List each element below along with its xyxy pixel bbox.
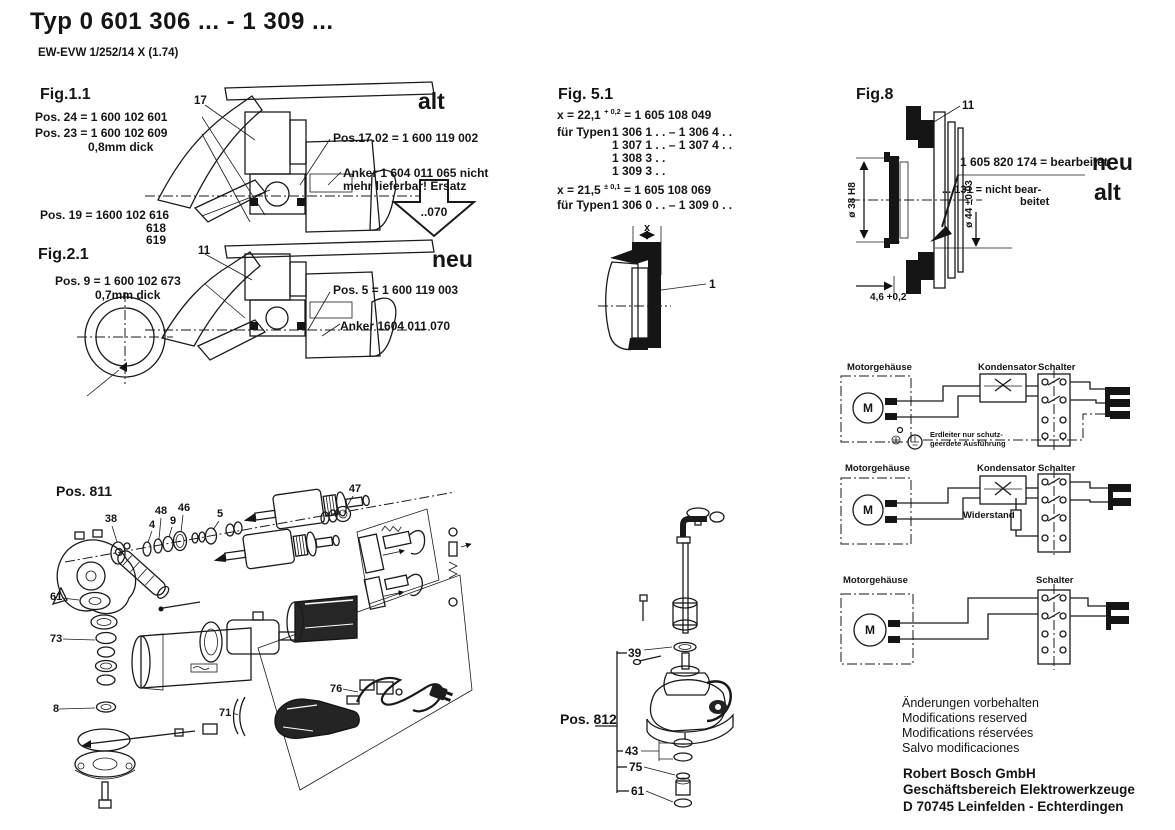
schematic3-motor-letter: M: [865, 623, 875, 637]
fig21-anker: Anker 1604 011 070: [340, 319, 451, 333]
pos811-exploded-drawing: [25, 452, 475, 820]
fig51-eq2-sup: ± 0,1: [604, 182, 621, 191]
fig51-dim-x-label: x: [643, 222, 651, 234]
pos812-label: Pos. 812: [560, 711, 617, 727]
fig51-eq1-lead: x = 22,1: [557, 108, 601, 122]
callout-61-812: 61: [631, 784, 645, 798]
armature-2: [211, 522, 341, 573]
schematic1-motor-letter: M: [863, 401, 873, 415]
notice-line-1: Änderungen vorbehalten: [902, 696, 1039, 710]
schematic2-motor-label: Motorgehäuse: [845, 463, 910, 474]
fig51-typen1-row4: 1 309 3 . .: [612, 164, 666, 178]
page-title: [30, 8, 334, 36]
fig51-typen1-row2: 1 307 1 . . – 1 307 4 . .: [612, 138, 733, 152]
notice-line-4: Salvo modificaciones: [902, 741, 1020, 755]
fig51-eq1-sup: + 0,2: [604, 107, 621, 116]
arrow-code-label: ..070: [420, 205, 448, 219]
fig51-fuer-typen2: für Typen: [557, 198, 611, 212]
schematic1-motor-label: Motorgehäuse: [847, 362, 912, 373]
callout-38: 38: [104, 513, 118, 525]
schematic3-schalter-label: Schalter: [1036, 575, 1074, 586]
fig8-dim-46: 4,6 +0,2: [870, 292, 907, 303]
fig51-typen1-row3: 1 308 3 . .: [612, 151, 666, 165]
fig8-neu-label: neu: [1092, 149, 1133, 175]
fig51-eq2-lead: x = 21,5: [557, 183, 601, 197]
fig51-typen2-row1: 1 306 0 . . – 1 309 0 . .: [612, 198, 733, 212]
brush-holder-upper: [357, 519, 429, 573]
fig11-anker-line1: Anker 1 604 011 065 nicht: [343, 166, 489, 180]
schematic3-drawing: [838, 572, 1138, 676]
side-handle: [115, 548, 171, 601]
fig11-pos24: Pos. 24 = 1 600 102 601: [35, 110, 168, 124]
fig51-fuer-typen1: für Typen: [557, 125, 611, 139]
fig21-cross-section-drawing: [140, 238, 440, 368]
callout-8: 8: [53, 703, 60, 715]
schematic1-erd-line2: geerdete Ausführung: [930, 439, 1006, 448]
fig51-eq1-tail: = 1 605 108 049: [624, 108, 712, 122]
schematic3-motor-label: Motorgehäuse: [843, 575, 908, 586]
fig21-label: Fig.2.1: [38, 246, 89, 263]
callout-47: 47: [348, 483, 362, 495]
fig21-pos9: Pos. 9 = 1 600 102 673: [55, 274, 181, 288]
page-title-typ: Typ: [30, 8, 73, 35]
fig51-eq2: [557, 182, 711, 197]
pos812-assembly-drawing: [555, 475, 790, 825]
callout-61: 61: [50, 591, 63, 603]
schematic1-kondensator-label: Kondensator: [978, 362, 1037, 373]
callout-46: 46: [177, 502, 191, 514]
fig51-callout-1: 1: [709, 277, 716, 291]
fig51-eq2-tail: = 1 605 108 069: [623, 183, 711, 197]
callout-48: 48: [154, 505, 168, 517]
fig8-part-new: 1 605 820 174 = bearbeitet: [960, 155, 1108, 169]
callout-76: 76: [330, 683, 343, 695]
fig21-pos5: Pos. 5 = 1 600 119 003: [333, 283, 459, 297]
schematic1-schalter-label: Schalter: [1038, 362, 1076, 373]
fig21-callout-11: 11: [198, 245, 211, 257]
notice-line-3: Modifications réservées: [902, 726, 1034, 740]
fig11-pos1702: Pos.17.02 = 1 600 119 002: [333, 131, 479, 145]
callout-71: 71: [219, 707, 232, 719]
schematic2-schalter-label: Schalter: [1038, 463, 1076, 474]
fig8-alt-label: alt: [1094, 179, 1121, 205]
page-title-range: 0 601 306 ... - 1 309 ...: [79, 8, 334, 35]
callout-39: 39: [628, 646, 642, 660]
fig8-part-old-line1: ... 131 = nicht bear-: [942, 184, 1042, 196]
fig8-dim-44: ø 44 ±0,03: [964, 180, 975, 228]
schematic2-motor-letter: M: [863, 503, 873, 517]
callout-43: 43: [625, 744, 639, 758]
fig51-typen1-row1: 1 306 1 . . – 1 306 4 . .: [612, 125, 733, 139]
doc-code: EW-EVW 1/252/14 X (1.74): [38, 47, 179, 59]
fig11-label: Fig.1.1: [40, 86, 91, 103]
company-line-3: D 70745 Leinfelden - Echterdingen: [903, 799, 1124, 814]
fig21-pos9-note: 0,7mm dick: [95, 288, 161, 302]
callout-4: 4: [148, 519, 156, 531]
fig8-dim-38: ø 38 H8: [847, 182, 858, 218]
fig8-part-old-line2: beitet: [1020, 196, 1050, 208]
fig11-callout-17: 17: [194, 95, 207, 107]
callout-5: 5: [216, 508, 224, 520]
gear-head: [53, 530, 136, 614]
fig11-anker-line2: mehr lieferbar! Ersatz: [343, 179, 467, 193]
rear-handle-housing: [275, 699, 359, 738]
fig51-label: Fig. 5.1: [558, 86, 614, 103]
fig11-pos19-alt1: 618: [146, 221, 167, 235]
callout-73: 73: [50, 633, 63, 645]
fig21-neu-label: neu: [432, 246, 473, 272]
schematic2-widerstand-label: Widerstand: [963, 510, 1015, 521]
fig11-alt-label: alt: [418, 88, 445, 114]
fig11-pos19-alt2: 619: [146, 233, 167, 247]
callout-75: 75: [629, 760, 643, 774]
fig51-drawing: [596, 220, 776, 365]
schematic2-kondensator-label: Kondensator: [977, 463, 1036, 474]
motor-housing: [132, 628, 251, 690]
fig11-pos23-note: 0,8mm dick: [88, 140, 154, 154]
notice-line-2: Modifications reserved: [902, 711, 1028, 725]
fig8-drawing: [842, 92, 1134, 310]
callout-9: 9: [169, 515, 177, 527]
pos811-label: Pos. 811: [56, 483, 113, 499]
schematic1-erd-line1: Erdleiter nur schutz-: [930, 430, 1003, 439]
fig11-pos23: Pos. 23 = 1 600 102 609: [35, 126, 168, 140]
fig8-callout-11: 11: [962, 100, 975, 112]
fig21-circle-view: [75, 292, 180, 400]
company-line-1: Robert Bosch GmbH: [903, 766, 1036, 781]
fig51-eq1: [557, 107, 711, 122]
fig8-label: Fig.8: [856, 86, 894, 103]
company-line-2: Geschäftsbereich Elektrowerkzeuge: [903, 782, 1135, 797]
brush-holder-lower: [364, 568, 425, 609]
fig11-pos19: Pos. 19 = 1600 102 616: [40, 208, 170, 222]
